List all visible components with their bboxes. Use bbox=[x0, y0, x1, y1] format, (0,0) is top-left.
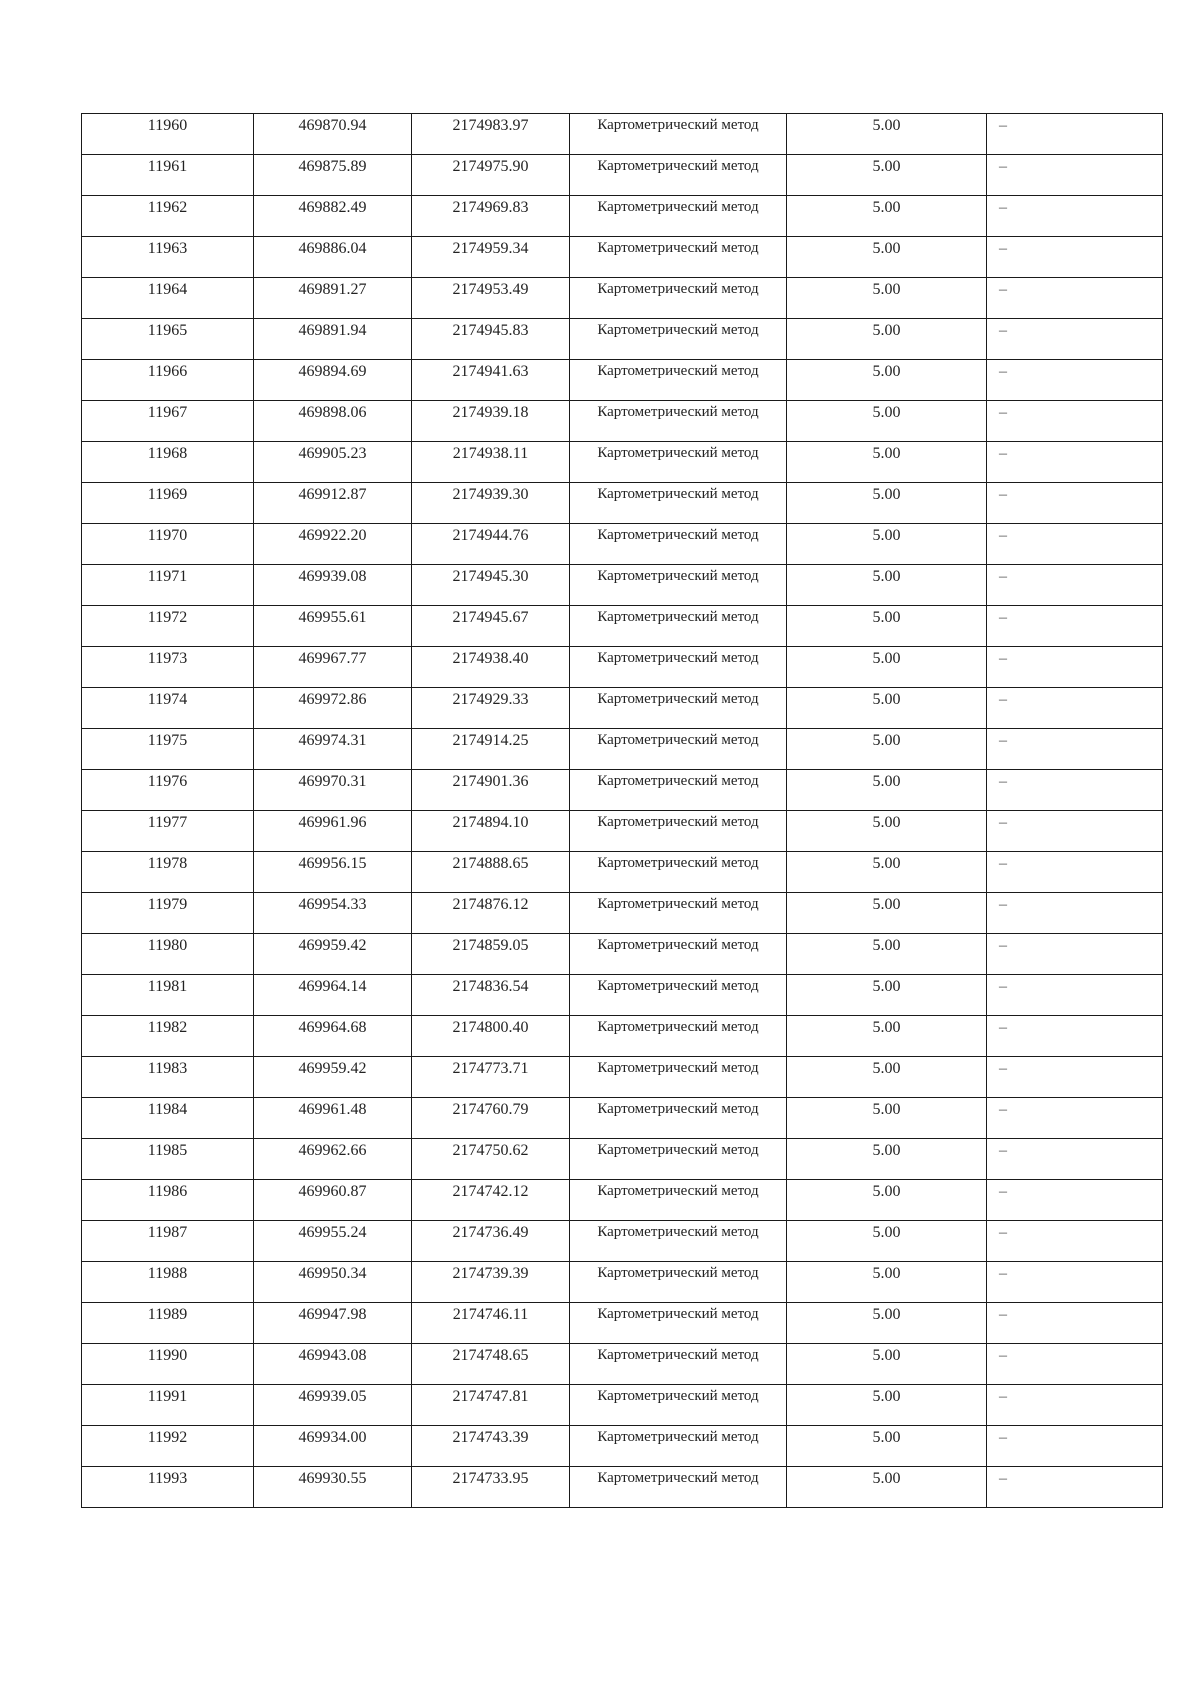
x-coordinate-cell: 469912.87 bbox=[254, 483, 412, 524]
table-row bbox=[82, 1180, 1163, 1221]
y-coordinate-cell: 2174736.49 bbox=[412, 1221, 570, 1262]
y-coordinate-cell: 2174733.95 bbox=[412, 1467, 570, 1508]
y-coordinate-cell: 2174945.83 bbox=[412, 319, 570, 360]
note-cell: – bbox=[987, 975, 1163, 1016]
point-number-cell: 11980 bbox=[82, 934, 254, 975]
point-number-cell: 11967 bbox=[82, 401, 254, 442]
table-row bbox=[82, 401, 1163, 442]
y-coordinate-cell: 2174894.10 bbox=[412, 811, 570, 852]
note-cell: – bbox=[987, 647, 1163, 688]
note-cell: – bbox=[987, 729, 1163, 770]
note-cell: – bbox=[987, 934, 1163, 975]
method-cell: Картометрический метод bbox=[570, 729, 787, 770]
method-cell: Картометрический метод bbox=[570, 811, 787, 852]
precision-cell: 5.00 bbox=[787, 606, 987, 647]
table-row bbox=[82, 565, 1163, 606]
x-coordinate-cell: 469970.31 bbox=[254, 770, 412, 811]
y-coordinate-cell: 2174983.97 bbox=[412, 114, 570, 155]
table-row bbox=[82, 1467, 1163, 1508]
point-number-cell: 11982 bbox=[82, 1016, 254, 1057]
y-coordinate-cell: 2174959.34 bbox=[412, 237, 570, 278]
precision-cell: 5.00 bbox=[787, 1344, 987, 1385]
note-cell: – bbox=[987, 1385, 1163, 1426]
point-number-cell: 11977 bbox=[82, 811, 254, 852]
method-cell: Картометрический метод bbox=[570, 1467, 787, 1508]
table-row bbox=[82, 1098, 1163, 1139]
x-coordinate-cell: 469894.69 bbox=[254, 360, 412, 401]
precision-cell: 5.00 bbox=[787, 1221, 987, 1262]
note-cell: – bbox=[987, 1139, 1163, 1180]
note-cell: – bbox=[987, 852, 1163, 893]
x-coordinate-cell: 469898.06 bbox=[254, 401, 412, 442]
y-coordinate-cell: 2174975.90 bbox=[412, 155, 570, 196]
point-number-cell: 11968 bbox=[82, 442, 254, 483]
x-coordinate-cell: 469962.66 bbox=[254, 1139, 412, 1180]
method-cell: Картометрический метод bbox=[570, 1139, 787, 1180]
x-coordinate-cell: 469947.98 bbox=[254, 1303, 412, 1344]
method-cell: Картометрический метод bbox=[570, 1221, 787, 1262]
x-coordinate-cell: 469967.77 bbox=[254, 647, 412, 688]
y-coordinate-cell: 2174836.54 bbox=[412, 975, 570, 1016]
precision-cell: 5.00 bbox=[787, 893, 987, 934]
point-number-cell: 11981 bbox=[82, 975, 254, 1016]
table-row bbox=[82, 1016, 1163, 1057]
point-number-cell: 11963 bbox=[82, 237, 254, 278]
note-cell: – bbox=[987, 278, 1163, 319]
table-row bbox=[82, 811, 1163, 852]
precision-cell: 5.00 bbox=[787, 770, 987, 811]
precision-cell: 5.00 bbox=[787, 237, 987, 278]
table-row bbox=[82, 606, 1163, 647]
table-row bbox=[82, 155, 1163, 196]
precision-cell: 5.00 bbox=[787, 975, 987, 1016]
method-cell: Картометрический метод bbox=[570, 196, 787, 237]
note-cell: – bbox=[987, 1098, 1163, 1139]
precision-cell: 5.00 bbox=[787, 483, 987, 524]
y-coordinate-cell: 2174876.12 bbox=[412, 893, 570, 934]
table-row bbox=[82, 1344, 1163, 1385]
precision-cell: 5.00 bbox=[787, 1139, 987, 1180]
method-cell: Картометрический метод bbox=[570, 442, 787, 483]
point-number-cell: 11990 bbox=[82, 1344, 254, 1385]
precision-cell: 5.00 bbox=[787, 1262, 987, 1303]
table-row bbox=[82, 237, 1163, 278]
precision-cell: 5.00 bbox=[787, 729, 987, 770]
y-coordinate-cell: 2174969.83 bbox=[412, 196, 570, 237]
y-coordinate-cell: 2174760.79 bbox=[412, 1098, 570, 1139]
x-coordinate-cell: 469886.04 bbox=[254, 237, 412, 278]
precision-cell: 5.00 bbox=[787, 1426, 987, 1467]
precision-cell: 5.00 bbox=[787, 647, 987, 688]
note-cell: – bbox=[987, 1016, 1163, 1057]
precision-cell: 5.00 bbox=[787, 688, 987, 729]
method-cell: Картометрический метод bbox=[570, 975, 787, 1016]
method-cell: Картометрический метод bbox=[570, 1262, 787, 1303]
method-cell: Картометрический метод bbox=[570, 278, 787, 319]
y-coordinate-cell: 2174739.39 bbox=[412, 1262, 570, 1303]
x-coordinate-cell: 469950.34 bbox=[254, 1262, 412, 1303]
y-coordinate-cell: 2174914.25 bbox=[412, 729, 570, 770]
y-coordinate-cell: 2174941.63 bbox=[412, 360, 570, 401]
note-cell: – bbox=[987, 237, 1163, 278]
y-coordinate-cell: 2174743.39 bbox=[412, 1426, 570, 1467]
x-coordinate-cell: 469972.86 bbox=[254, 688, 412, 729]
precision-cell: 5.00 bbox=[787, 852, 987, 893]
precision-cell: 5.00 bbox=[787, 1385, 987, 1426]
x-coordinate-cell: 469891.94 bbox=[254, 319, 412, 360]
x-coordinate-cell: 469955.61 bbox=[254, 606, 412, 647]
table-row bbox=[82, 1303, 1163, 1344]
table-row bbox=[82, 278, 1163, 319]
table-row bbox=[82, 360, 1163, 401]
method-cell: Картометрический метод bbox=[570, 606, 787, 647]
precision-cell: 5.00 bbox=[787, 1057, 987, 1098]
point-number-cell: 11992 bbox=[82, 1426, 254, 1467]
table-row bbox=[82, 893, 1163, 934]
point-number-cell: 11984 bbox=[82, 1098, 254, 1139]
note-cell: – bbox=[987, 770, 1163, 811]
point-number-cell: 11978 bbox=[82, 852, 254, 893]
method-cell: Картометрический метод bbox=[570, 852, 787, 893]
point-number-cell: 11987 bbox=[82, 1221, 254, 1262]
note-cell: – bbox=[987, 1344, 1163, 1385]
method-cell: Картометрический метод bbox=[570, 237, 787, 278]
precision-cell: 5.00 bbox=[787, 114, 987, 155]
method-cell: Картометрический метод bbox=[570, 770, 787, 811]
note-cell: – bbox=[987, 114, 1163, 155]
table-row bbox=[82, 114, 1163, 155]
x-coordinate-cell: 469922.20 bbox=[254, 524, 412, 565]
x-coordinate-cell: 469964.14 bbox=[254, 975, 412, 1016]
point-number-cell: 11979 bbox=[82, 893, 254, 934]
y-coordinate-cell: 2174953.49 bbox=[412, 278, 570, 319]
x-coordinate-cell: 469905.23 bbox=[254, 442, 412, 483]
x-coordinate-cell: 469875.89 bbox=[254, 155, 412, 196]
note-cell: – bbox=[987, 688, 1163, 729]
note-cell: – bbox=[987, 565, 1163, 606]
method-cell: Картометрический метод bbox=[570, 1303, 787, 1344]
table-row bbox=[82, 934, 1163, 975]
x-coordinate-cell: 469974.31 bbox=[254, 729, 412, 770]
method-cell: Картометрический метод bbox=[570, 1426, 787, 1467]
method-cell: Картометрический метод bbox=[570, 401, 787, 442]
method-cell: Картометрический метод bbox=[570, 565, 787, 606]
point-number-cell: 11989 bbox=[82, 1303, 254, 1344]
table-row bbox=[82, 1426, 1163, 1467]
y-coordinate-cell: 2174888.65 bbox=[412, 852, 570, 893]
coordinates-table-body bbox=[82, 114, 1163, 1508]
point-number-cell: 11971 bbox=[82, 565, 254, 606]
table-row bbox=[82, 1385, 1163, 1426]
precision-cell: 5.00 bbox=[787, 934, 987, 975]
method-cell: Картометрический метод bbox=[570, 1057, 787, 1098]
precision-cell: 5.00 bbox=[787, 401, 987, 442]
method-cell: Картометрический метод bbox=[570, 114, 787, 155]
table-row bbox=[82, 524, 1163, 565]
note-cell: – bbox=[987, 360, 1163, 401]
table-row bbox=[82, 647, 1163, 688]
note-cell: – bbox=[987, 1303, 1163, 1344]
note-cell: – bbox=[987, 1057, 1163, 1098]
table-row bbox=[82, 688, 1163, 729]
point-number-cell: 11973 bbox=[82, 647, 254, 688]
table-row bbox=[82, 1221, 1163, 1262]
method-cell: Картометрический метод bbox=[570, 893, 787, 934]
method-cell: Картометрический метод bbox=[570, 647, 787, 688]
point-number-cell: 11983 bbox=[82, 1057, 254, 1098]
table-row bbox=[82, 1057, 1163, 1098]
precision-cell: 5.00 bbox=[787, 155, 987, 196]
x-coordinate-cell: 469891.27 bbox=[254, 278, 412, 319]
method-cell: Картометрический метод bbox=[570, 483, 787, 524]
y-coordinate-cell: 2174742.12 bbox=[412, 1180, 570, 1221]
note-cell: – bbox=[987, 319, 1163, 360]
y-coordinate-cell: 2174773.71 bbox=[412, 1057, 570, 1098]
point-number-cell: 11976 bbox=[82, 770, 254, 811]
precision-cell: 5.00 bbox=[787, 1467, 987, 1508]
precision-cell: 5.00 bbox=[787, 1180, 987, 1221]
method-cell: Картометрический метод bbox=[570, 934, 787, 975]
y-coordinate-cell: 2174939.18 bbox=[412, 401, 570, 442]
note-cell: – bbox=[987, 1262, 1163, 1303]
precision-cell: 5.00 bbox=[787, 278, 987, 319]
note-cell: – bbox=[987, 483, 1163, 524]
point-number-cell: 11988 bbox=[82, 1262, 254, 1303]
point-number-cell: 11974 bbox=[82, 688, 254, 729]
precision-cell: 5.00 bbox=[787, 319, 987, 360]
y-coordinate-cell: 2174939.30 bbox=[412, 483, 570, 524]
x-coordinate-cell: 469961.48 bbox=[254, 1098, 412, 1139]
note-cell: – bbox=[987, 893, 1163, 934]
method-cell: Картометрический метод bbox=[570, 688, 787, 729]
x-coordinate-cell: 469954.33 bbox=[254, 893, 412, 934]
table-row bbox=[82, 319, 1163, 360]
y-coordinate-cell: 2174800.40 bbox=[412, 1016, 570, 1057]
y-coordinate-cell: 2174750.62 bbox=[412, 1139, 570, 1180]
precision-cell: 5.00 bbox=[787, 196, 987, 237]
point-number-cell: 11986 bbox=[82, 1180, 254, 1221]
x-coordinate-cell: 469930.55 bbox=[254, 1467, 412, 1508]
note-cell: – bbox=[987, 606, 1163, 647]
y-coordinate-cell: 2174938.11 bbox=[412, 442, 570, 483]
point-number-cell: 11991 bbox=[82, 1385, 254, 1426]
point-number-cell: 11966 bbox=[82, 360, 254, 401]
precision-cell: 5.00 bbox=[787, 811, 987, 852]
point-number-cell: 11972 bbox=[82, 606, 254, 647]
point-number-cell: 11964 bbox=[82, 278, 254, 319]
precision-cell: 5.00 bbox=[787, 1016, 987, 1057]
note-cell: – bbox=[987, 524, 1163, 565]
x-coordinate-cell: 469960.87 bbox=[254, 1180, 412, 1221]
table-row bbox=[82, 442, 1163, 483]
note-cell: – bbox=[987, 811, 1163, 852]
method-cell: Картометрический метод bbox=[570, 360, 787, 401]
table-row bbox=[82, 852, 1163, 893]
note-cell: – bbox=[987, 401, 1163, 442]
point-number-cell: 11962 bbox=[82, 196, 254, 237]
x-coordinate-cell: 469882.49 bbox=[254, 196, 412, 237]
precision-cell: 5.00 bbox=[787, 524, 987, 565]
point-number-cell: 11985 bbox=[82, 1139, 254, 1180]
point-number-cell: 11965 bbox=[82, 319, 254, 360]
x-coordinate-cell: 469959.42 bbox=[254, 934, 412, 975]
y-coordinate-cell: 2174945.30 bbox=[412, 565, 570, 606]
y-coordinate-cell: 2174748.65 bbox=[412, 1344, 570, 1385]
x-coordinate-cell: 469956.15 bbox=[254, 852, 412, 893]
table-row bbox=[82, 1139, 1163, 1180]
table-row bbox=[82, 770, 1163, 811]
x-coordinate-cell: 469939.08 bbox=[254, 565, 412, 606]
precision-cell: 5.00 bbox=[787, 1303, 987, 1344]
y-coordinate-cell: 2174944.76 bbox=[412, 524, 570, 565]
y-coordinate-cell: 2174929.33 bbox=[412, 688, 570, 729]
note-cell: – bbox=[987, 1467, 1163, 1508]
method-cell: Картометрический метод bbox=[570, 319, 787, 360]
table-row bbox=[82, 729, 1163, 770]
precision-cell: 5.00 bbox=[787, 1098, 987, 1139]
method-cell: Картометрический метод bbox=[570, 1180, 787, 1221]
point-number-cell: 11961 bbox=[82, 155, 254, 196]
x-coordinate-cell: 469870.94 bbox=[254, 114, 412, 155]
method-cell: Картометрический метод bbox=[570, 1098, 787, 1139]
method-cell: Картометрический метод bbox=[570, 1385, 787, 1426]
note-cell: – bbox=[987, 1180, 1163, 1221]
y-coordinate-cell: 2174746.11 bbox=[412, 1303, 570, 1344]
note-cell: – bbox=[987, 196, 1163, 237]
note-cell: – bbox=[987, 1221, 1163, 1262]
note-cell: – bbox=[987, 1426, 1163, 1467]
x-coordinate-cell: 469939.05 bbox=[254, 1385, 412, 1426]
y-coordinate-cell: 2174938.40 bbox=[412, 647, 570, 688]
x-coordinate-cell: 469955.24 bbox=[254, 1221, 412, 1262]
method-cell: Картометрический метод bbox=[570, 155, 787, 196]
precision-cell: 5.00 bbox=[787, 360, 987, 401]
method-cell: Картометрический метод bbox=[570, 1344, 787, 1385]
table-row bbox=[82, 1262, 1163, 1303]
point-number-cell: 11960 bbox=[82, 114, 254, 155]
y-coordinate-cell: 2174945.67 bbox=[412, 606, 570, 647]
method-cell: Картометрический метод bbox=[570, 1016, 787, 1057]
table-row bbox=[82, 975, 1163, 1016]
x-coordinate-cell: 469964.68 bbox=[254, 1016, 412, 1057]
note-cell: – bbox=[987, 155, 1163, 196]
table-row bbox=[82, 483, 1163, 524]
y-coordinate-cell: 2174747.81 bbox=[412, 1385, 570, 1426]
y-coordinate-cell: 2174901.36 bbox=[412, 770, 570, 811]
note-cell: – bbox=[987, 442, 1163, 483]
x-coordinate-cell: 469934.00 bbox=[254, 1426, 412, 1467]
x-coordinate-cell: 469959.42 bbox=[254, 1057, 412, 1098]
x-coordinate-cell: 469961.96 bbox=[254, 811, 412, 852]
precision-cell: 5.00 bbox=[787, 442, 987, 483]
y-coordinate-cell: 2174859.05 bbox=[412, 934, 570, 975]
point-number-cell: 11975 bbox=[82, 729, 254, 770]
coordinates-table bbox=[81, 113, 1163, 1508]
table-row bbox=[82, 196, 1163, 237]
point-number-cell: 11969 bbox=[82, 483, 254, 524]
point-number-cell: 11993 bbox=[82, 1467, 254, 1508]
precision-cell: 5.00 bbox=[787, 565, 987, 606]
method-cell: Картометрический метод bbox=[570, 524, 787, 565]
point-number-cell: 11970 bbox=[82, 524, 254, 565]
x-coordinate-cell: 469943.08 bbox=[254, 1344, 412, 1385]
